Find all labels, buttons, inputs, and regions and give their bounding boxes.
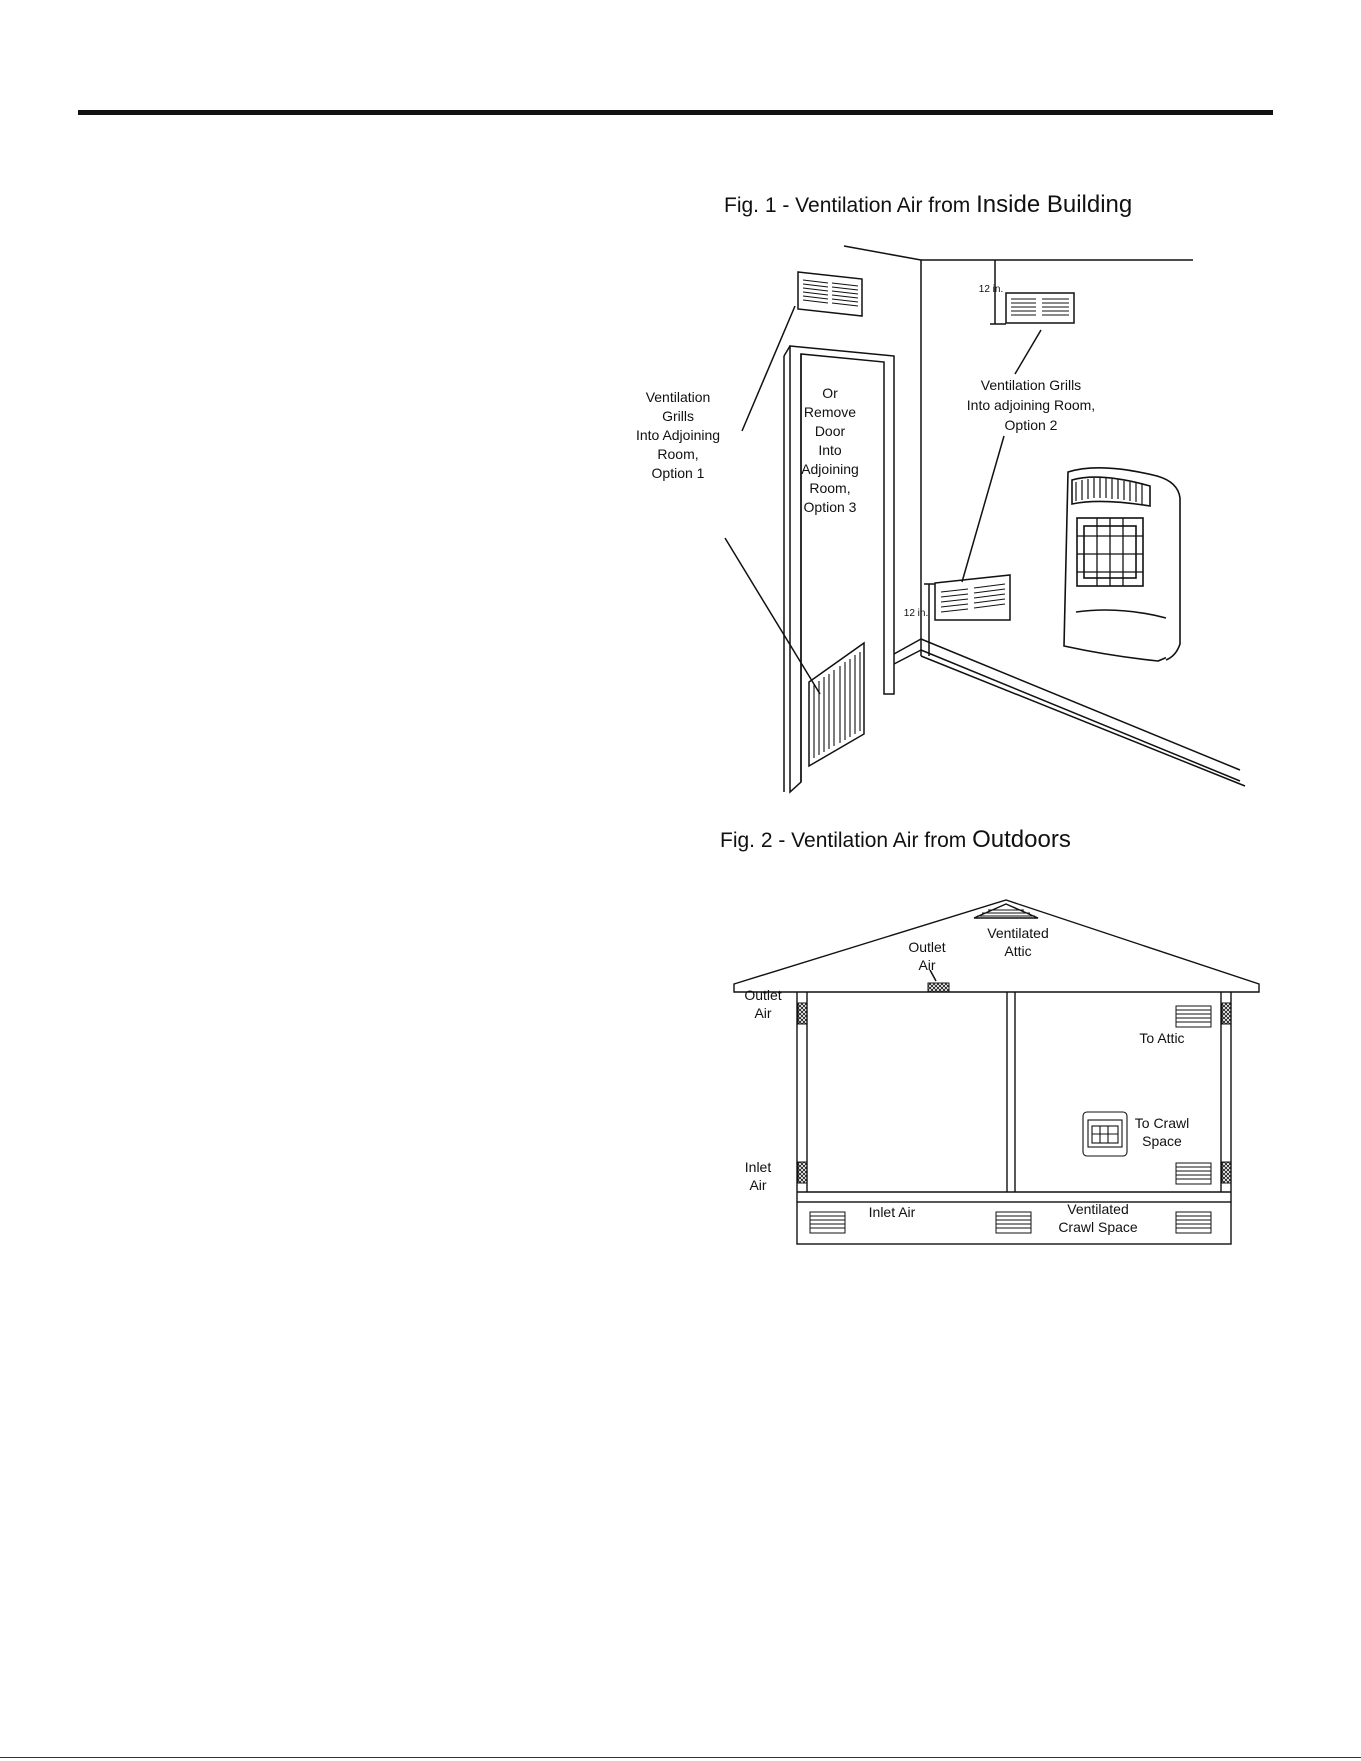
svg-text:Crawl Space: Crawl Space [1058, 1219, 1138, 1235]
footer-rule [0, 1757, 1361, 1758]
svg-text:Door: Door [814, 423, 846, 439]
svg-text:Air: Air [754, 1005, 772, 1021]
svg-text:Outlet: Outlet [744, 987, 782, 1003]
svg-text:Into adjoining Room,: Into adjoining Room, [966, 397, 1096, 413]
header-rule [78, 110, 1273, 115]
svg-text:To Attic: To Attic [1139, 1030, 1185, 1046]
svg-text:Attic: Attic [1004, 943, 1032, 959]
svg-text:Option 3: Option 3 [803, 499, 857, 515]
svg-text:To Crawl: To Crawl [1134, 1115, 1190, 1131]
svg-text:Into Adjoining: Into Adjoining [635, 427, 721, 443]
svg-text:12 in.: 12 in. [978, 284, 1004, 295]
figure-1-title: Fig. 1 - Ventilation Air from Inside Building [724, 191, 1133, 218]
svg-text:12 in.: 12 in. [903, 608, 929, 619]
svg-text:Room,: Room, [809, 480, 851, 496]
svg-text:Ventilated: Ventilated [1067, 1201, 1129, 1217]
figure-2-title: Fig. 2 - Ventilation Air from Outdoors [720, 826, 1071, 853]
svg-text:Ventilation: Ventilation [645, 389, 711, 405]
svg-text:Grills: Grills [662, 408, 694, 424]
svg-text:Remove: Remove [803, 404, 857, 420]
svg-text:Option 1: Option 1 [651, 465, 705, 481]
svg-text:Space: Space [1142, 1133, 1182, 1149]
figure-2-illustration [730, 880, 1290, 1250]
svg-text:Inlet Air: Inlet Air [868, 1204, 916, 1220]
svg-text:Ventilated: Ventilated [987, 925, 1049, 941]
svg-text:Outlet: Outlet [908, 939, 946, 955]
svg-text:Adjoining: Adjoining [801, 461, 859, 477]
svg-text:Air: Air [749, 1177, 767, 1193]
svg-text:Option 2: Option 2 [1004, 417, 1058, 433]
heater-icon-small [1083, 1112, 1127, 1156]
svg-text:Into: Into [818, 442, 842, 458]
figure-1-illustration [635, 236, 1280, 796]
svg-text:Or: Or [822, 385, 838, 401]
svg-text:Air: Air [918, 957, 936, 973]
svg-text:Ventilation Grills: Ventilation Grills [980, 377, 1082, 393]
svg-text:Room,: Room, [657, 446, 699, 462]
heater-icon [1064, 468, 1180, 661]
svg-text:Inlet: Inlet [744, 1159, 772, 1175]
